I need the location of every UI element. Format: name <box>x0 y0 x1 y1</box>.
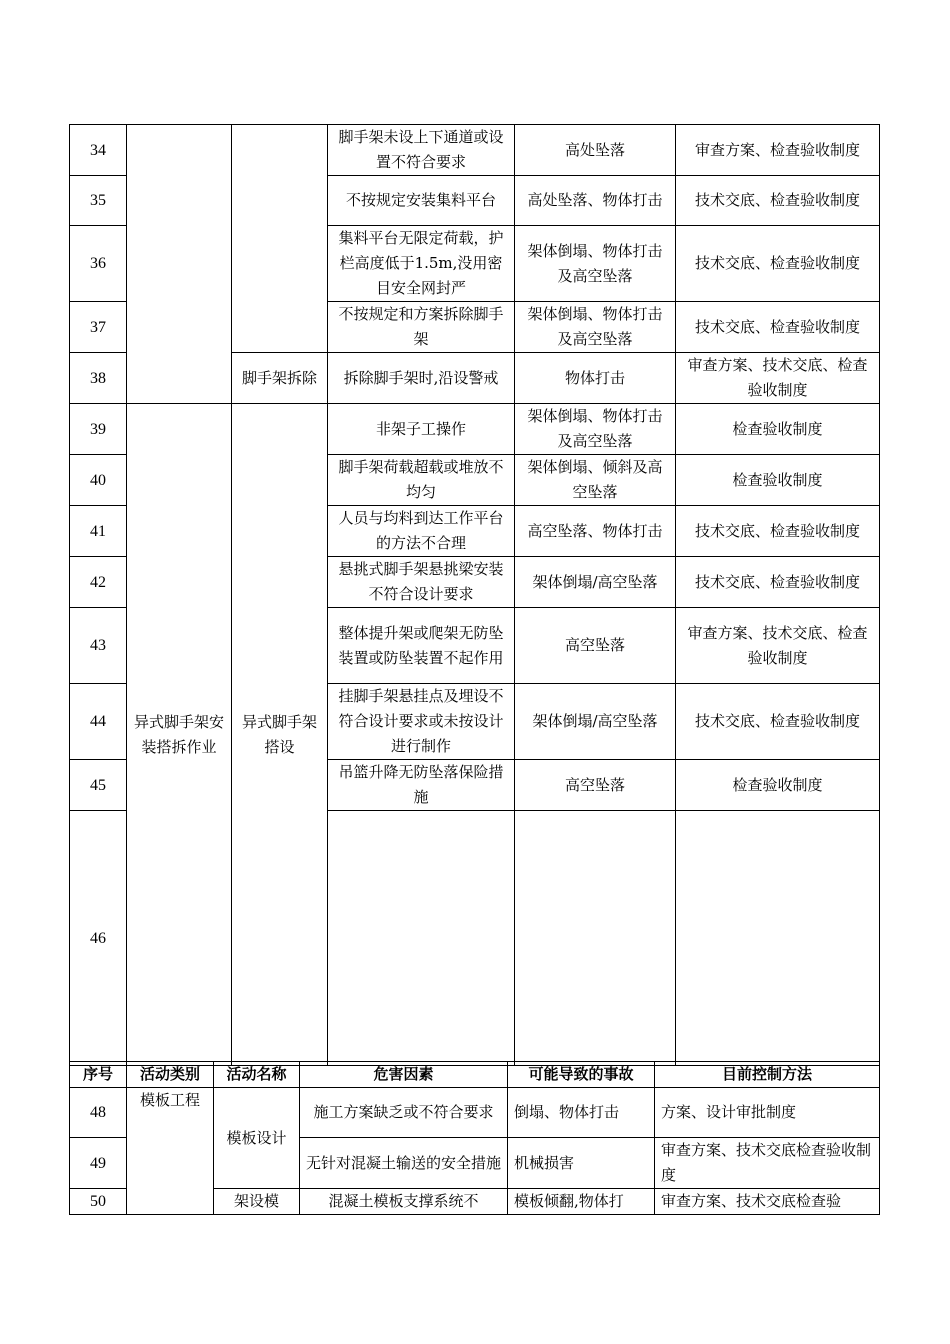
row-number: 40 <box>70 455 127 506</box>
hazard-cell <box>328 811 515 1066</box>
row-number: 50 <box>70 1189 127 1215</box>
header-control: 目前控制方法 <box>655 1062 880 1088</box>
accident-cell: 架体倒塌/高空坠落 <box>515 684 676 760</box>
row-number: 42 <box>70 557 127 608</box>
row-number: 38 <box>70 353 127 404</box>
control-cell <box>676 811 880 1066</box>
control-cell: 检查验收制度 <box>676 760 880 811</box>
hazard-cell: 人员与均料到达工作平台的方法不合理 <box>328 506 515 557</box>
row-number: 45 <box>70 760 127 811</box>
control-cell: 技术交底、检查验收制度 <box>676 226 880 302</box>
row-number: 39 <box>70 404 127 455</box>
row-number: 41 <box>70 506 127 557</box>
hazard-cell: 非架子工操作 <box>328 404 515 455</box>
activity-name-cell <box>232 125 328 353</box>
activity-category-scaffold: 异式脚手架安装搭拆作业 <box>127 404 232 1066</box>
accident-cell: 模板倾翻,物体打 <box>508 1189 655 1215</box>
accident-cell: 架体倒塌、倾斜及高空坠落 <box>515 455 676 506</box>
hazard-cell: 集料平台无限定荷载，护栏高度低于1.5m,没用密目安全网封严 <box>328 226 515 302</box>
activity-category-formwork: 模板工程 <box>127 1088 214 1215</box>
control-cell: 审查方案、技术交底检查验 <box>655 1189 880 1215</box>
activity-name-design: 模板设计 <box>214 1088 300 1189</box>
table-row <box>70 1088 880 1138</box>
accident-cell: 高空坠落 <box>515 760 676 811</box>
hazard-cell: 整体提升架或爬架无防坠装置或防坠装置不起作用 <box>328 608 515 684</box>
hazard-cell: 吊篮升降无防坠落保险措施 <box>328 760 515 811</box>
row-number: 34 <box>70 125 127 176</box>
header-accident: 可能导致的事故 <box>508 1062 655 1088</box>
control-cell: 检查验收制度 <box>676 404 880 455</box>
table-header-row <box>70 1062 880 1088</box>
hazard-cell: 不按规定安装集料平台 <box>328 176 515 226</box>
hazard-cell: 悬挑式脚手架悬挑梁安装不符合设计要求 <box>328 557 515 608</box>
control-cell: 审查方案、技术交底、检查验收制度 <box>676 608 880 684</box>
accident-cell: 高处坠落、物体打击 <box>515 176 676 226</box>
accident-cell: 高空坠落 <box>515 608 676 684</box>
control-cell: 审查方案、技术交底检查验收制度 <box>655 1138 880 1189</box>
row-number: 43 <box>70 608 127 684</box>
accident-cell: 架体倒塌/高空坠落 <box>515 557 676 608</box>
activity-name-erect: 异式脚手架搭设 <box>232 404 328 1066</box>
control-cell: 审查方案、技术交底、检查验收制度 <box>676 353 880 404</box>
control-cell: 技术交底、检查验收制度 <box>676 506 880 557</box>
hazard-cell: 拆除脚手架时,沿设警戒 <box>328 353 515 404</box>
accident-cell: 倒塌、物体打击 <box>508 1088 655 1138</box>
control-cell: 技术交底、检查验收制度 <box>676 684 880 760</box>
header-no: 序号 <box>70 1062 127 1088</box>
control-cell: 审查方案、检查验收制度 <box>676 125 880 176</box>
accident-cell: 架体倒塌、物体打击及高空坠落 <box>515 302 676 353</box>
control-cell: 技术交底、检查验收制度 <box>676 557 880 608</box>
row-number: 37 <box>70 302 127 353</box>
header-category: 活动类别 <box>127 1062 214 1088</box>
accident-cell: 架体倒塌、物体打击及高空坠落 <box>515 404 676 455</box>
table-row <box>70 404 880 455</box>
accident-cell: 高处坠落 <box>515 125 676 176</box>
accident-cell: 架体倒塌、物体打击及高空坠落 <box>515 226 676 302</box>
control-cell: 技术交底、检查验收制度 <box>676 302 880 353</box>
activity-name-dismantle: 脚手架拆除 <box>232 353 328 404</box>
control-cell: 检查验收制度 <box>676 455 880 506</box>
accident-cell: 物体打击 <box>515 353 676 404</box>
hazard-cell: 脚手架未设上下通道或设置不符合要求 <box>328 125 515 176</box>
hazard-cell: 无针对混凝土输送的安全措施 <box>300 1138 508 1189</box>
row-number: 35 <box>70 176 127 226</box>
row-number: 36 <box>70 226 127 302</box>
hazard-cell: 混凝土模板支撑系统不 <box>300 1189 508 1215</box>
activity-category-cell <box>127 125 232 404</box>
control-cell: 技术交底、检查验收制度 <box>676 176 880 226</box>
accident-cell: 高空坠落、物体打击 <box>515 506 676 557</box>
hazard-cell: 不按规定和方案拆除脚手架 <box>328 302 515 353</box>
header-hazard: 危害因素 <box>300 1062 508 1088</box>
control-cell: 方案、设计审批制度 <box>655 1088 880 1138</box>
row-number: 44 <box>70 684 127 760</box>
row-number: 46 <box>70 811 127 1066</box>
accident-cell <box>515 811 676 1066</box>
accident-cell: 机械损害 <box>508 1138 655 1189</box>
hazard-cell: 挂脚手架悬挂点及埋设不符合设计要求或未按设计进行制作 <box>328 684 515 760</box>
row-number: 49 <box>70 1138 127 1189</box>
hazard-cell: 施工方案缺乏或不符合要求 <box>300 1088 508 1138</box>
hazard-cell: 脚手架荷载超载或堆放不均匀 <box>328 455 515 506</box>
row-number: 48 <box>70 1088 127 1138</box>
table-row <box>70 125 880 176</box>
activity-name-erect-formwork: 架设模 <box>214 1189 300 1215</box>
header-activity: 活动名称 <box>214 1062 300 1088</box>
hazard-table-upper <box>69 124 880 1066</box>
hazard-table-lower <box>69 1061 880 1215</box>
